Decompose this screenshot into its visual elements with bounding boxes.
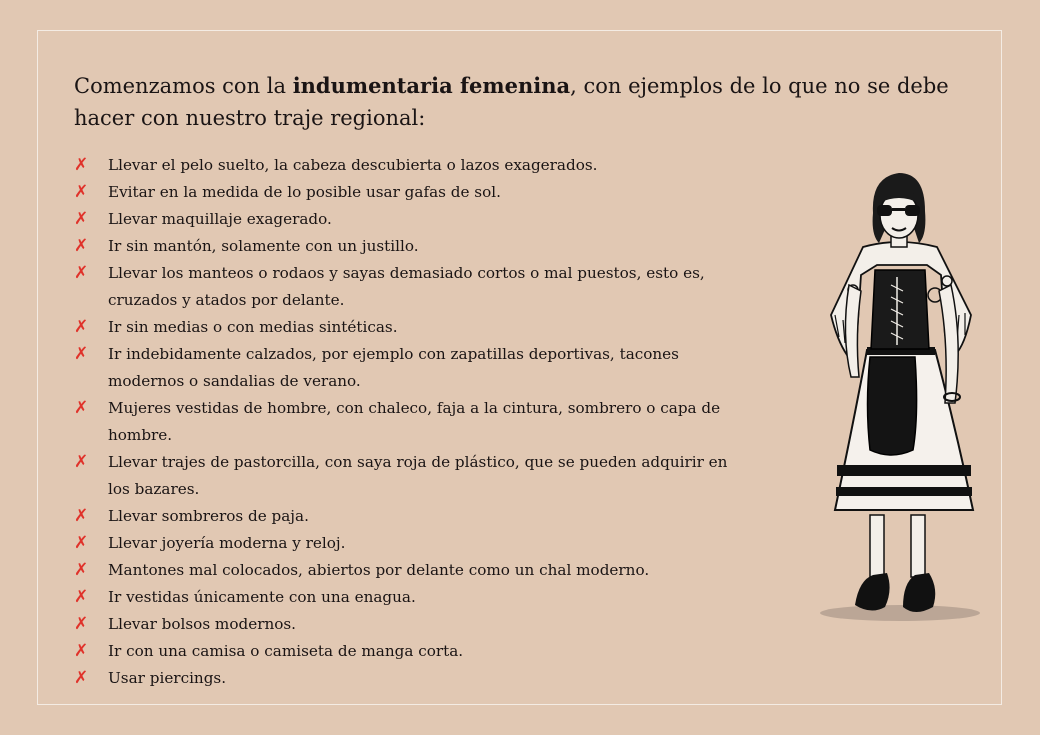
x-mark-icon: ✗ [74,533,89,553]
intro-paragraph [74,70,994,134]
list-item [74,611,754,638]
list-item [74,503,754,530]
left-shoe [855,573,890,611]
woman-illustration [815,165,990,630]
list-item-text: Llevar el pelo suelto, la cabeza descubierta o lazos exagerados. [108,156,598,174]
list-item [74,152,754,179]
list-item-text: Ir con una camisa o camiseta de manga corta. [108,642,464,660]
list-item [74,584,754,611]
x-mark-icon: ✗ [74,209,89,229]
dont-list [74,152,754,692]
list-item-text: Llevar sombreros de paja. [108,507,309,525]
list-item [74,341,754,395]
apron [868,357,917,455]
list-item [74,179,754,206]
list-item-text: Mantones mal colocados, abiertos por delante como un chal moderno. [108,561,650,579]
list-item-text: Llevar bolsos modernos. [108,615,296,633]
x-mark-icon: ✗ [74,614,89,634]
list-item [74,530,754,557]
list-item [74,638,754,665]
x-mark-icon: ✗ [74,317,89,337]
x-mark-icon: ✗ [74,344,89,364]
sunglasses-left-lens [877,205,892,216]
list-item-text: Ir indebidamente calzados, por ejemplo con zapatillas deportivas, tacones modernos o sandalias de verano. [108,345,679,390]
x-mark-icon: ✗ [74,641,89,661]
list-item [74,395,754,449]
skirt-stripe-bottom [836,487,972,496]
list-item-text: Ir sin medias o con medias sintéticas. [108,318,398,336]
list-item-text: Llevar maquillaje exagerado. [108,210,332,228]
list-item-text: Llevar trajes de pastorcilla, con saya roja de plástico, que se pueden adquirir en los bazares. [108,453,728,498]
x-mark-icon: ✗ [74,263,89,283]
list-item [74,206,754,233]
right-leg [911,515,925,577]
list-item-text: Ir vestidas únicamente con una enagua. [108,588,416,606]
ground-shadow [820,605,980,621]
left-arm [845,285,861,377]
list-item-text: Ir sin mantón, solamente con un justillo. [108,237,419,255]
list-item-text: Mujeres vestidas de hombre, con chaleco, faja a la cintura, sombrero o capa de hombre. [108,399,721,444]
list-item-text: Usar piercings. [108,669,227,687]
intro-text-after: , con ejemplos de lo que no se debe hacer con nuestro traje regional: [74,74,949,130]
list-item-text: Evitar en la medida de lo posible usar gafas de sol. [108,183,501,201]
list-item-text: Llevar joyería moderna y reloj. [108,534,346,552]
list-item [74,314,754,341]
x-mark-icon: ✗ [74,182,89,202]
skirt-stripe-top [837,465,971,476]
sunglasses-bridge [892,208,905,211]
list-item [74,665,754,692]
list-item-text: Llevar los manteos o rodaos y sayas demasiado cortos o mal puestos, esto es, cruzados y atados por delante. [108,264,705,309]
x-mark-icon: ✗ [74,236,89,256]
x-mark-icon: ✗ [74,452,89,472]
x-mark-icon: ✗ [74,587,89,607]
sunglasses-right-lens [905,205,920,216]
x-mark-icon: ✗ [74,506,89,526]
list-item [74,260,754,314]
x-mark-icon: ✗ [74,560,89,580]
list-item [74,233,754,260]
right-shoe [903,573,935,612]
intro-text-before: Comenzamos con la [74,74,293,98]
x-mark-icon: ✗ [74,668,89,688]
x-mark-icon: ✗ [74,155,89,175]
intro-text-bold: indumentaria femenina [292,73,571,98]
list-item [74,557,754,584]
x-mark-icon: ✗ [74,398,89,418]
left-leg [870,515,884,577]
list-item [74,449,754,503]
